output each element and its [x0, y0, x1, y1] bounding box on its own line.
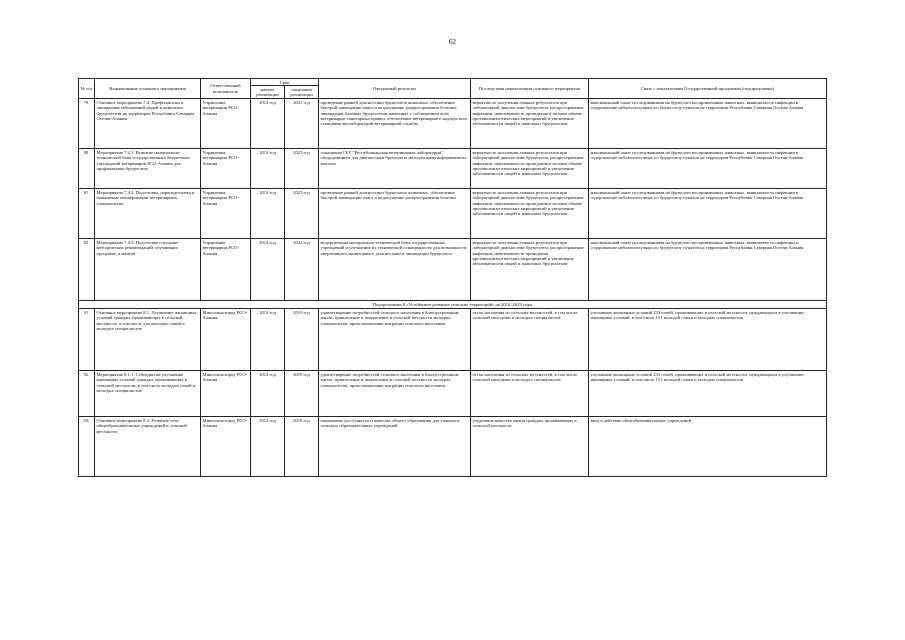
row-start: 2014 год: [251, 371, 285, 417]
row-expected: проведение ранней диагностики бруцеллеза животных, обеспечение быстрой ликвидации очага и недопущение распространения болезни: [319, 189, 471, 239]
row-num: 82.: [79, 239, 95, 301]
row-expected: оснащение ГБУ "Республиканская ветеринарная лаборатория" оборудованием для диагностики бруцеллеза методом иммуноферментного анализа: [319, 149, 471, 189]
row-executor: Управление ветеринарии РСО-Алания: [201, 189, 251, 239]
row-consequences: ухудшение качества жизни граждан, проживающих в сельской местности: [471, 417, 589, 477]
row-executor: Управление ветеринарии РСО-Алания: [201, 239, 251, 301]
row-name: Основное мероприятие 8.1. Улучшение жилищных условий граждан, проживающих в сельской местности, в том числе для молодых семей и молодых специалистов: [95, 309, 201, 371]
row-name: Мероприятие 7.4.2. Подготовка, переподготовка и повышение квалификации ветеринарных специалистов: [95, 189, 201, 239]
page-number: 62: [449, 38, 456, 46]
row-consequences: вероятность получения ложных результатов при лабораторной диагностике бруцеллеза, распространение инфекции, невозможность проведения в полном объеме противоэпизоотических мероприятий и увеличение заболеваемости людей и животных бруцеллезом: [471, 189, 589, 239]
subprogram-title: Подпрограмма 8 «Устойчивое развитие сельских территорий» на 2014–2019 годы: [79, 301, 827, 309]
table-row: [79, 371, 827, 417]
subprogram-row: [79, 301, 827, 309]
table-row: [79, 239, 827, 301]
row-end: 2025 год: [285, 189, 319, 239]
header-link: Связь с показателями Государственной программы (подпрограммы): [589, 79, 827, 99]
row-end: 2019 год: [285, 417, 319, 477]
row-start: 2014 год: [251, 417, 285, 477]
row-link: максимальный охват исследованиями на бруцеллез восприимчивых животных, выявляемость инфекции и оздоровление неблагополучных по бруцеллезу пунктов на территории Республики Северная Осетия-Алания: [589, 239, 827, 301]
row-start: 2014 год: [251, 189, 285, 239]
row-consequences: отток населения из сельских местностей, в том числе сельской молодежи и молодых специалистов: [471, 309, 589, 371]
header-end: окончания реализации: [285, 86, 319, 99]
row-link: ввод в действие общеобразовательных учреждений: [589, 417, 827, 477]
row-executor: Минсельхозпрод РСО-Алания: [201, 417, 251, 477]
row-end: 2025 год: [285, 239, 319, 301]
row-start: 2014 год: [251, 309, 285, 371]
table-row: [79, 309, 827, 371]
header-num: № п/п: [79, 79, 95, 99]
row-expected: проведение ранней диагностики бруцеллеза животных, обеспечение быстрой ликвидации очага и недопущение распространения болезни, ликвидация больных бруцеллезом животных с соблюдением всех ветеринарно-санитарных правил, обеспечение ветеринарного надзора всех станциями ветлабораторий ветеринарной службы: [319, 99, 471, 149]
row-link: улучшение жилищных условий 233 семей, проживающих в сельской местности, нуждающихся в улучшении жилищных условий, в том числе 151 молодой семьи и молодых специалистов: [589, 371, 827, 417]
header-term: Срок: [251, 79, 319, 86]
row-link: максимальный охват исследованиями на бруцеллез восприимчивых животных, выявляемость инфекции и оздоровление неблагополучных по бруцеллезу пунктов на территории Республики Северная Осетия-Алания: [589, 149, 827, 189]
row-end: 2025 год: [285, 149, 319, 189]
header-start: начала реализации: [251, 86, 285, 99]
header-name: Наименование основного мероприятия: [95, 79, 201, 99]
header-expected: Ожидаемый результат: [319, 79, 471, 99]
row-end: 2025 год: [285, 99, 319, 149]
row-num: 80.: [79, 149, 95, 189]
row-expected: повышение доступности и качества общего образования для учащихся сельских образовательных учреждений: [319, 417, 471, 477]
row-link: максимальный охват исследованиями на бруцеллез восприимчивых животных, выявляемость инфекции и оздоровление неблагополучных по бруцеллезу пунктов на территории Республики Северная Осетия-Алания: [589, 189, 827, 239]
row-num: 81.: [79, 189, 95, 239]
table-row: [79, 99, 827, 149]
row-consequences: вероятность получения ложных результатов при лабораторной диагностике бруцеллеза, распространение инфекции, невозможность проведения противоэпизоотических мероприятий и увеличение заболеваемости людей и животных бруцеллезом: [471, 239, 589, 301]
table-row: [79, 189, 827, 239]
table-row: [79, 149, 827, 189]
row-name: Мероприятие 7.4.1. Развитие материально-технической базы государственных бюджетных учреждений ветеринарии РСО-Алания для профилактики бруцеллеза: [95, 149, 201, 189]
row-link: максимальный охват исследованиями на бруцеллез восприимчивых животных, выявляемость инфекции и оздоровление неблагополучных по бруцеллезу пунктов на территории Республики Северная Осетия-Алания: [589, 99, 827, 149]
row-name: Основное мероприятие 7.4. Профилактика и ликвидация заболеваний людей и животных бруцеллезом на территории Республики Северная Осетия-Алания: [95, 99, 201, 149]
row-name: Мероприятие 8.1.1. Субсидии на улучшение жилищных условий граждан, проживающих в сельской местности, в том числе молодых семей и молодых специалистов: [95, 371, 201, 417]
measures-table: [78, 78, 827, 477]
row-executor: Управление ветеринарии РСО-Алания: [201, 99, 251, 149]
row-expected: удовлетворение потребностей сельского населения в благоустроенном жилье, привлечение и закрепление в сельской местности молодых специалистов, приостановление миграции сельского населения: [319, 309, 471, 371]
row-executor: Управление ветеринарии РСО-Алания: [201, 149, 251, 189]
header-consequences: Последствия нереализации основного мероприятия: [471, 79, 589, 99]
row-executor: Минсельхозпрод РСО-Алания: [201, 309, 251, 371]
row-start: 2014 год: [251, 99, 285, 149]
row-end: 2019 год: [285, 309, 319, 371]
row-name: Мероприятие 7.4.3. Подготовка и издание методических рекомендаций, обучающих программ, плакатов: [95, 239, 201, 301]
row-expected: модернизация материально-технической базы государственных учреждений и улучшение их технической оснащенности для возможности оперативного мониторинга, диагностики и ликвидации бруцеллеза: [319, 239, 471, 301]
row-executor: Минсельхозпрод РСО-Алания: [201, 371, 251, 417]
row-end: 2019 год: [285, 371, 319, 417]
row-start: 2014 год: [251, 239, 285, 301]
header-row: [79, 79, 827, 86]
row-name: Основное мероприятие 8.2. Развитие сети общеобразовательных учреждений в сельской местности: [95, 417, 201, 477]
row-num: 91.: [79, 309, 95, 371]
row-consequences: отток населения из сельских местностей, в том числе сельской молодежи и молодых специалистов: [471, 371, 589, 417]
row-link: улучшение жилищных условий 233 семей, проживающих в сельской местности, нуждающихся в улучшении жилищных условий, в том числе 151 молодой семьи и молодых специалистов: [589, 309, 827, 371]
row-start: 2014 год: [251, 149, 285, 189]
row-num: 79.: [79, 99, 95, 149]
row-consequences: вероятность получения ложных результатов при лабораторной диагностике бруцеллеза, распространение инфекции, невозможность проведения в полном объеме противоэпизоотических мероприятий и увеличение заболеваемости людей и животных бруцеллезом: [471, 99, 589, 149]
row-num: 93.: [79, 417, 95, 477]
row-consequences: вероятность получения ложных результатов при лабораторной диагностике бруцеллеза, распространение инфекции, невозможность проведения в полном объеме противоэпизоотических мероприятий и увеличение заболеваемости людей и животных бруцеллезом: [471, 149, 589, 189]
header-executor: Ответственный исполнитель: [201, 79, 251, 99]
row-expected: удовлетворение потребностей сельского населения в благоустроенном жилье, привлечение и закрепление в сельской местности молодых специалистов, приостановление миграции сельского населения: [319, 371, 471, 417]
table-row: [79, 417, 827, 477]
row-num: 92.: [79, 371, 95, 417]
